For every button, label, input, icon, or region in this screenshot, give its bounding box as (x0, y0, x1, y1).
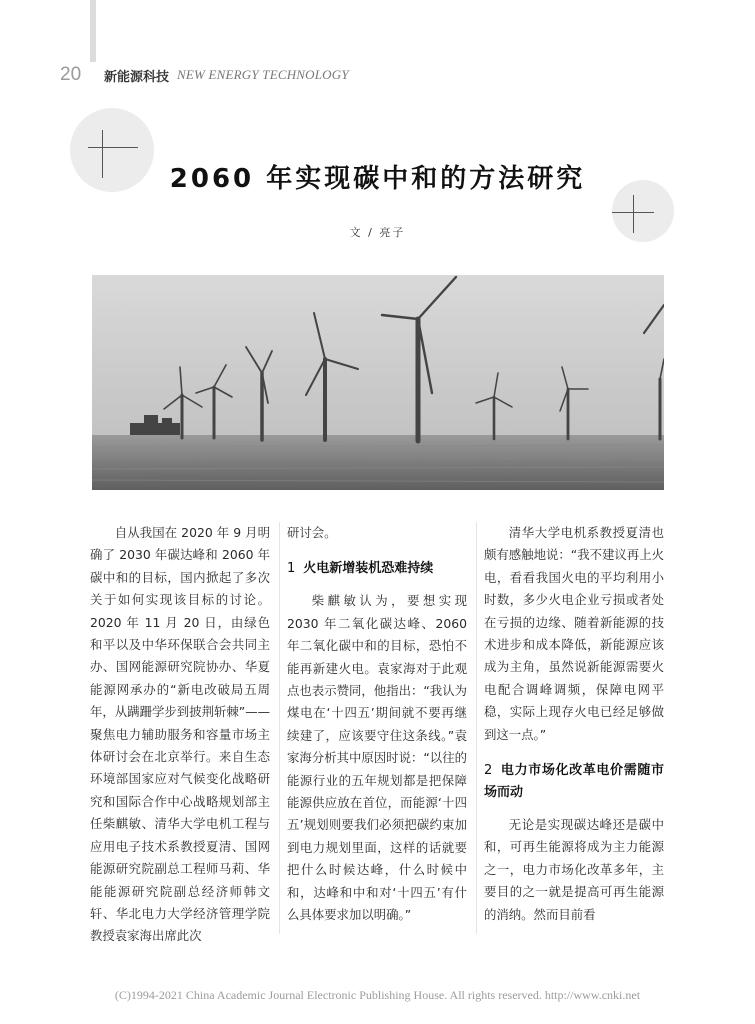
paragraph: 清华大学电机系教授夏清也颇有感触地说：“我不建议再上火电，看看我国火电的平均利用小时数，多少火电企业亏损或者处在亏损的边缘、随着新能源的技术进步和成本降低，新能源应该成为主角，虽然说新能源需要火电配合调峰调频，保障电网平稳，实际上现存火电已经足够做到这一点。” (484, 525, 664, 742)
magazine-name-cn: 新能源科技 (104, 69, 170, 85)
article-title: 2060 年实现碳中和的方法研究 (169, 164, 586, 194)
text-column-3 (484, 522, 664, 926)
section-heading-text: 电力市场化改革电价需随市场而动 (484, 763, 664, 801)
paragraph: 研讨会。 (287, 525, 337, 540)
wind-farm-photo (92, 275, 664, 490)
section-number: 1 (287, 561, 296, 577)
text-column-1 (90, 522, 270, 948)
spine-bar (90, 0, 96, 62)
page-header (60, 64, 349, 86)
column-divider (279, 522, 280, 934)
crosshair-icon (88, 147, 138, 148)
section-heading-2 (484, 760, 664, 804)
page-number: 20 (60, 64, 82, 85)
paragraph: 柴麒敏认为，要想实现 2030 年二氧化碳达峰、2060 年二氧化碳中和的目标，恐怕不能再新建火电。袁家海对于此观点也表示赞同，他指出：“我认为煤电在‘十四五’期间就不要再继续建了，应该要守住这条线。”袁家海分析其中原因时说：“以往的能源行业的五年规划都是把保障能源供应放在首位，而能源‘十四五’规划则要我们必须把碳约束加到电力规划里面，这样的话就要把什么时候达峰，什么时候中和，达峰和中和对‘十四五’有什么具体要求加以明确。” (287, 593, 467, 923)
magazine-name-en: NEW ENERGY TECHNOLOGY (177, 67, 349, 82)
section-heading-text: 火电新增装机恐难持续 (303, 561, 434, 577)
section-number: 2 (484, 763, 493, 779)
section-heading-1 (287, 558, 467, 580)
column-divider (476, 522, 477, 934)
text-column-2 (287, 522, 467, 927)
article-byline: 文 / 亮子 (349, 226, 406, 239)
copyright-footer: (C)1994-2021 China Academic Journal Electronic Publishing House. All rights reserved. http://www.cnki.net (114, 988, 641, 1002)
paragraph: 无论是实现碳达峰还是碳中和，可再生能源将成为主力能源之一，电力市场化改革多年，主要目的之一就是提高可再生能源的消纳。然而目前看 (484, 817, 664, 922)
paragraph: 自从我国在 2020 年 9 月明确了 2030 年碳达峰和 2060 年碳中和的目标，国内掀起了多次关于如何实现该目标的讨论。2020 年 11 月 20 日，由绿色和平以及中华环保联合会共同主办、国网能源研究院协办、华夏能源网承办的“新电改破局五周年，从蹒跚学步到披荆斩棘”——聚焦电力辅助服务和容量市场主体研讨会在北京举行。来自生态环境部国家应对气候变化战略研究和国际合作中心战略规划部主任柴麒敏、清华大学电机工程与应用电子技术系教授夏清、国网能源研究院副总工程师马莉、华能能源研究院副总经济师韩文轩、华北电力大学经济管理学院教授袁家海出席此次 (90, 525, 270, 944)
